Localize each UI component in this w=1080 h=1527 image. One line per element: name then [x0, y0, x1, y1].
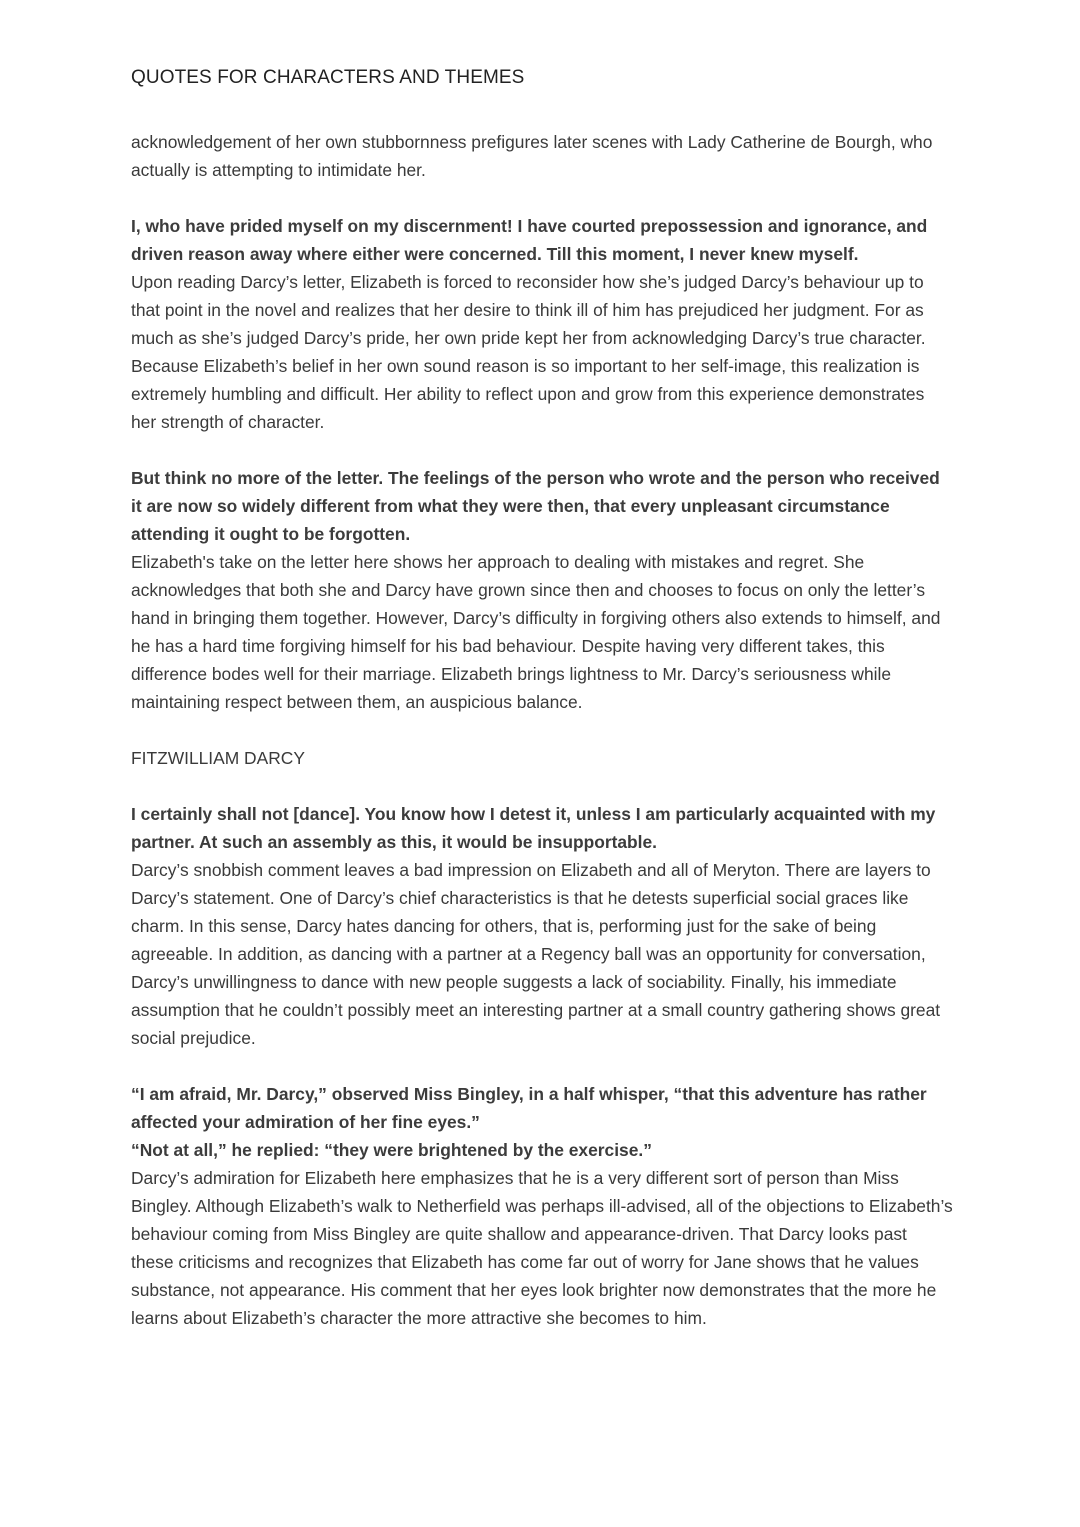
quote-entry	[131, 212, 953, 436]
quote-entry	[131, 1080, 953, 1332]
quote-text: I, who have prided myself on my discernment! I have courted prepossession and ignorance, and driven reason away where either were concerned. Till this moment, I never knew myself.	[131, 216, 928, 264]
quote-entry	[131, 464, 953, 716]
quote-text: “I am afraid, Mr. Darcy,” observed Miss Bingley, in a half whisper, “that this adventure has rather affected your admiration of her fine eyes.”	[131, 1084, 927, 1132]
section-heading-darcy: FITZWILLIAM DARCY	[131, 748, 305, 768]
quote-entry	[131, 800, 953, 1052]
quote-commentary: Elizabeth's take on the letter here shows her approach to dealing with mistakes and regret. She acknowledges that both she and Darcy have grown since then and chooses to focus on only the letter’s hand in bringing them together. However, Darcy’s difficulty in forgiving others also extends to himself, and he has a hard time forgiving himself for his bad behaviour. Despite having very different takes, this difference bodes well for their marriage. Elizabeth brings lightness to Mr. Darcy’s seriousness while maintaining respect between them, an auspicious balance.	[131, 552, 941, 712]
quote-commentary: Darcy’s admiration for Elizabeth here emphasizes that he is a very different sort of person than Miss Bingley. Although Elizabeth’s walk to Netherfield was perhaps ill-advised, all of the objections to Elizabeth’s behaviour coming from Miss Bingley are quite shallow and appearance-driven. That Darcy looks past these criticisms and recognizes that Elizabeth has come far out of worry for Jane shows that he values substance, not appearance. His comment that her eyes look brighter now demonstrates that the more he learns about Elizabeth’s character the more attractive she becomes to him.	[131, 1168, 953, 1328]
quote-text: But think no more of the letter. The feelings of the person who wrote and the person who received it are now so widely different from what they were then, that every unpleasant circumstance attending it ought to be forgotten.	[131, 468, 940, 544]
quote-commentary: Darcy’s snobbish comment leaves a bad impression on Elizabeth and all of Meryton. There are layers to Darcy’s statement. One of Darcy’s chief characteristics is that he detests superficial social graces like charm. In this sense, Darcy hates dancing for others, that is, performing just for the sake of being agreeable. In addition, as dancing with a partner at a Regency ball was an opportunity for conversation, Darcy’s unwillingness to dance with new people suggests a lack of sociability. Finally, his immediate assumption that he couldn’t possibly meet an interesting partner at a small country gathering shows great social prejudice.	[131, 860, 941, 1048]
page-header: QUOTES FOR CHARACTERS AND THEMES	[131, 67, 525, 88]
document-page	[131, 64, 953, 1360]
continuation-paragraph	[131, 128, 953, 184]
quote-text: I certainly shall not [dance]. You know how I detest it, unless I am particularly acquainted with my partner. At such an assembly as this, it would be insupportable.	[131, 804, 936, 852]
quote-commentary: Upon reading Darcy’s letter, Elizabeth is forced to reconsider how she’s judged Darcy’s behaviour up to that point in the novel and realizes that her desire to think ill of him has prejudiced her judgment. For as much as she’s judged Darcy’s pride, her own pride kept her from acknowledging Darcy’s true character. Because Elizabeth’s belief in her own sound reason is so important to her self-image, this realization is extremely humbling and difficult. Her ability to reflect upon and grow from this experience demonstrates her strength of character.	[131, 272, 926, 432]
continuation-text: acknowledgement of her own stubbornness prefigures later scenes with Lady Catherine de Bourgh, who actually is attempting to intimidate her.	[131, 132, 933, 180]
quote-reply-text: “Not at all,” he replied: “they were brightened by the exercise.”	[131, 1140, 652, 1160]
